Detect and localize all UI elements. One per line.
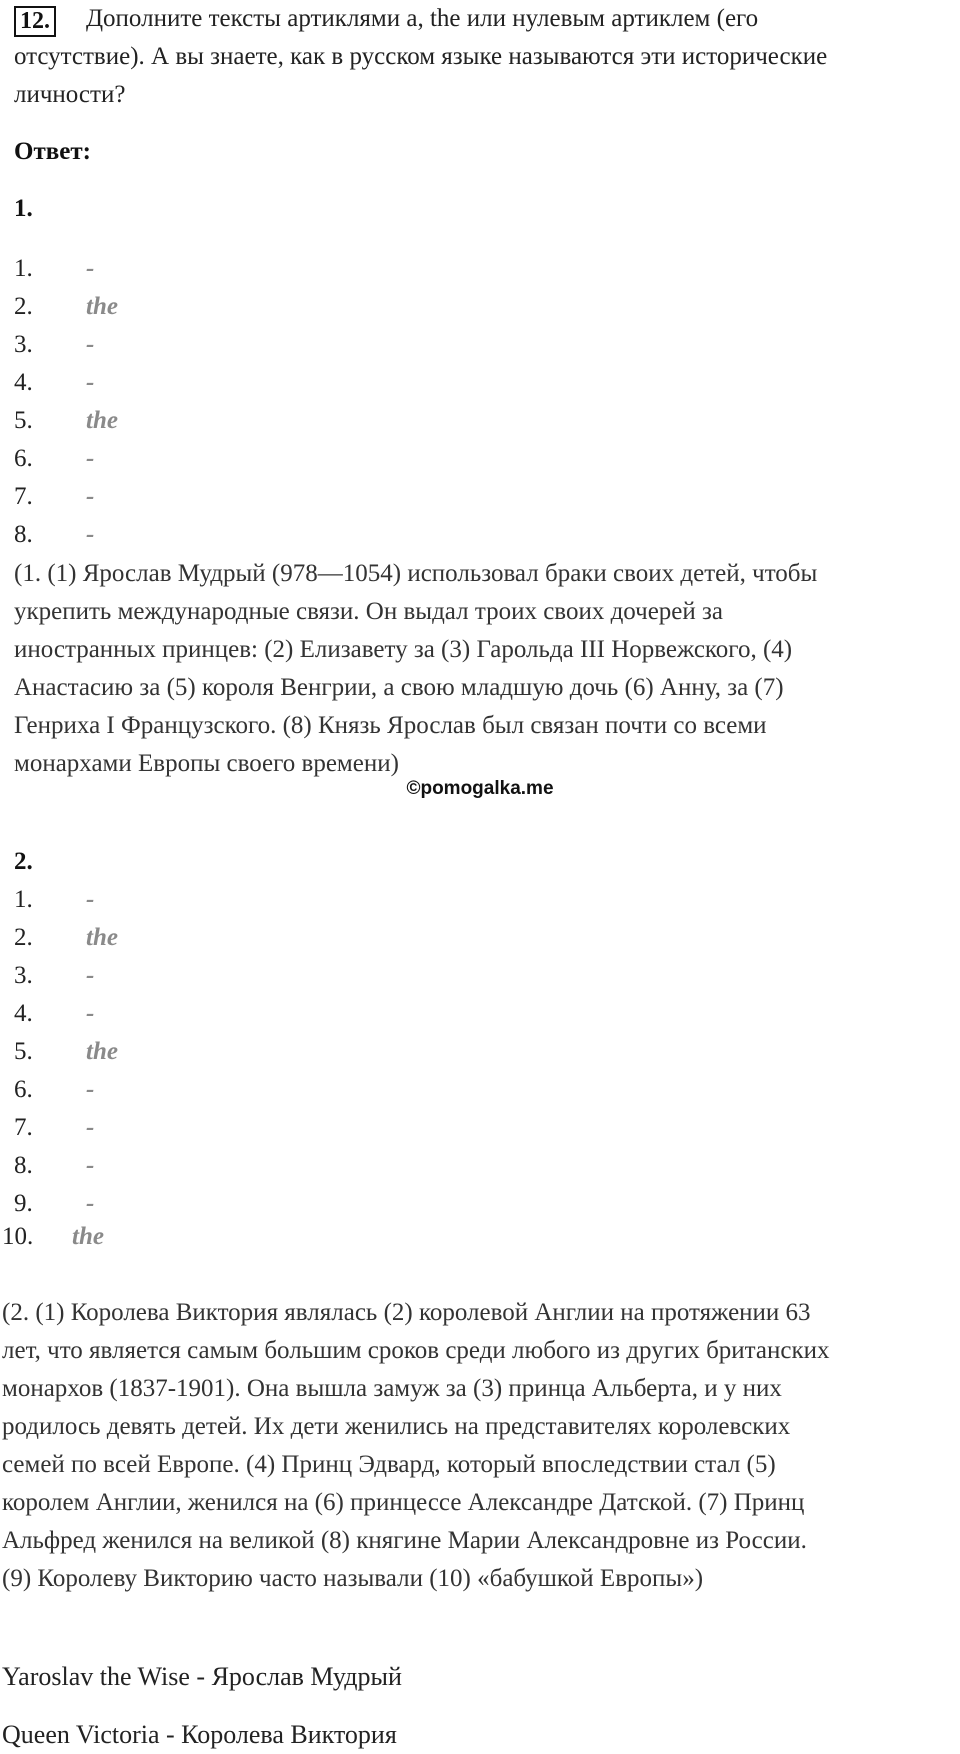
item-number: 5. bbox=[14, 407, 33, 434]
item-number: 6. bbox=[14, 445, 33, 472]
item-answer: - bbox=[86, 483, 95, 510]
item-answer: the bbox=[86, 293, 118, 320]
item-answer: the bbox=[72, 1223, 104, 1250]
item-number: 10. bbox=[2, 1223, 34, 1250]
answer-label: Ответ: bbox=[14, 138, 91, 165]
item-number: 4. bbox=[14, 1000, 33, 1027]
item-number: 3. bbox=[14, 962, 33, 989]
paragraph-line: монархами Европы своего времени) bbox=[14, 750, 399, 777]
item-answer: - bbox=[86, 369, 95, 396]
paragraph-line: укрепить международные связи. Он выдал троих своих дочерей за bbox=[14, 598, 724, 625]
item-answer: - bbox=[86, 886, 95, 913]
item-number: 7. bbox=[14, 483, 33, 510]
item-number: 8. bbox=[14, 521, 33, 548]
paragraph-line: Генриха I Французского. (8) Князь Ярослав был связан почти со всеми bbox=[14, 712, 767, 739]
item-number: 3. bbox=[14, 331, 33, 358]
item-number: 2. bbox=[14, 293, 33, 320]
item-answer: - bbox=[86, 962, 95, 989]
item-number: 5. bbox=[14, 1038, 33, 1065]
item-number: 1. bbox=[14, 255, 33, 282]
item-answer: - bbox=[86, 1000, 95, 1027]
item-answer: - bbox=[86, 445, 95, 472]
item-answer: - bbox=[86, 255, 95, 282]
paragraph-line: монархов (1837-1901). Она вышла замуж за (3) принца Альберта, и у них bbox=[2, 1375, 782, 1402]
item-answer: the bbox=[86, 924, 118, 951]
item-answer: - bbox=[86, 1190, 95, 1217]
item-answer: - bbox=[86, 1114, 95, 1141]
item-answer: the bbox=[86, 1038, 118, 1065]
paragraph-line: иностранных принцев: (2) Елизавету за (3) Гарольда III Норвежского, (4) bbox=[14, 636, 793, 663]
item-answer: - bbox=[86, 521, 95, 548]
paragraph-line: Анастасию за (5) короля Венгрии, а свою младшую дочь (6) Анну, за (7) bbox=[14, 674, 784, 701]
item-number: 7. bbox=[14, 1114, 33, 1141]
item-answer: the bbox=[86, 407, 118, 434]
paragraph-line: королем Англии, женился на (6) принцессе Александре Датской. (7) Принц bbox=[2, 1489, 805, 1516]
item-number: 4. bbox=[14, 369, 33, 396]
paragraph-line: родилось девять детей. Их дети женились на представителях королевских bbox=[2, 1413, 791, 1440]
glossary-entry: Queen Victoria - Королева Виктория bbox=[2, 1720, 397, 1749]
item-number: 1. bbox=[14, 886, 33, 913]
task-text-line-3: личности? bbox=[14, 81, 126, 108]
paragraph-line: (9) Королеву Викторию часто называли (10) «бабушкой Европы») bbox=[2, 1565, 704, 1592]
paragraph-line: (2. (1) Королева Виктория являлась (2) королевой Англии на протяжении 63 bbox=[2, 1299, 811, 1326]
item-number: 8. bbox=[14, 1152, 33, 1179]
paragraph-line: (1. (1) Ярослав Мудрый (978—1054) использовал браки своих детей, чтобы bbox=[14, 560, 818, 587]
paragraph-line: лет, что является самым большим сроков среди любого из других британских bbox=[2, 1337, 830, 1364]
section-1-heading: 1. bbox=[14, 195, 33, 222]
task-text-line-1: Дополните тексты артиклями a, the или нулевым артиклем (его bbox=[86, 5, 759, 32]
item-number: 2. bbox=[14, 924, 33, 951]
task-text-line-2: отсутствие). А вы знаете, как в русском языке называются эти исторические bbox=[14, 43, 828, 70]
item-answer: - bbox=[86, 1076, 95, 1103]
task-number: 12. bbox=[14, 6, 56, 37]
watermark: ©pomogalka.me bbox=[406, 778, 554, 799]
item-answer: - bbox=[86, 331, 95, 358]
paragraph-line: Альфред женился на великой (8) княгине Марии Александровне из России. bbox=[2, 1527, 807, 1554]
item-number: 9. bbox=[14, 1190, 33, 1217]
item-answer: - bbox=[86, 1152, 95, 1179]
section-2-heading: 2. bbox=[14, 848, 33, 875]
paragraph-line: семей по всей Европе. (4) Принц Эдвард, который впоследствии стал (5) bbox=[2, 1451, 776, 1478]
item-number: 6. bbox=[14, 1076, 33, 1103]
glossary-entry: Yaroslav the Wise - Ярослав Мудрый bbox=[2, 1662, 402, 1691]
